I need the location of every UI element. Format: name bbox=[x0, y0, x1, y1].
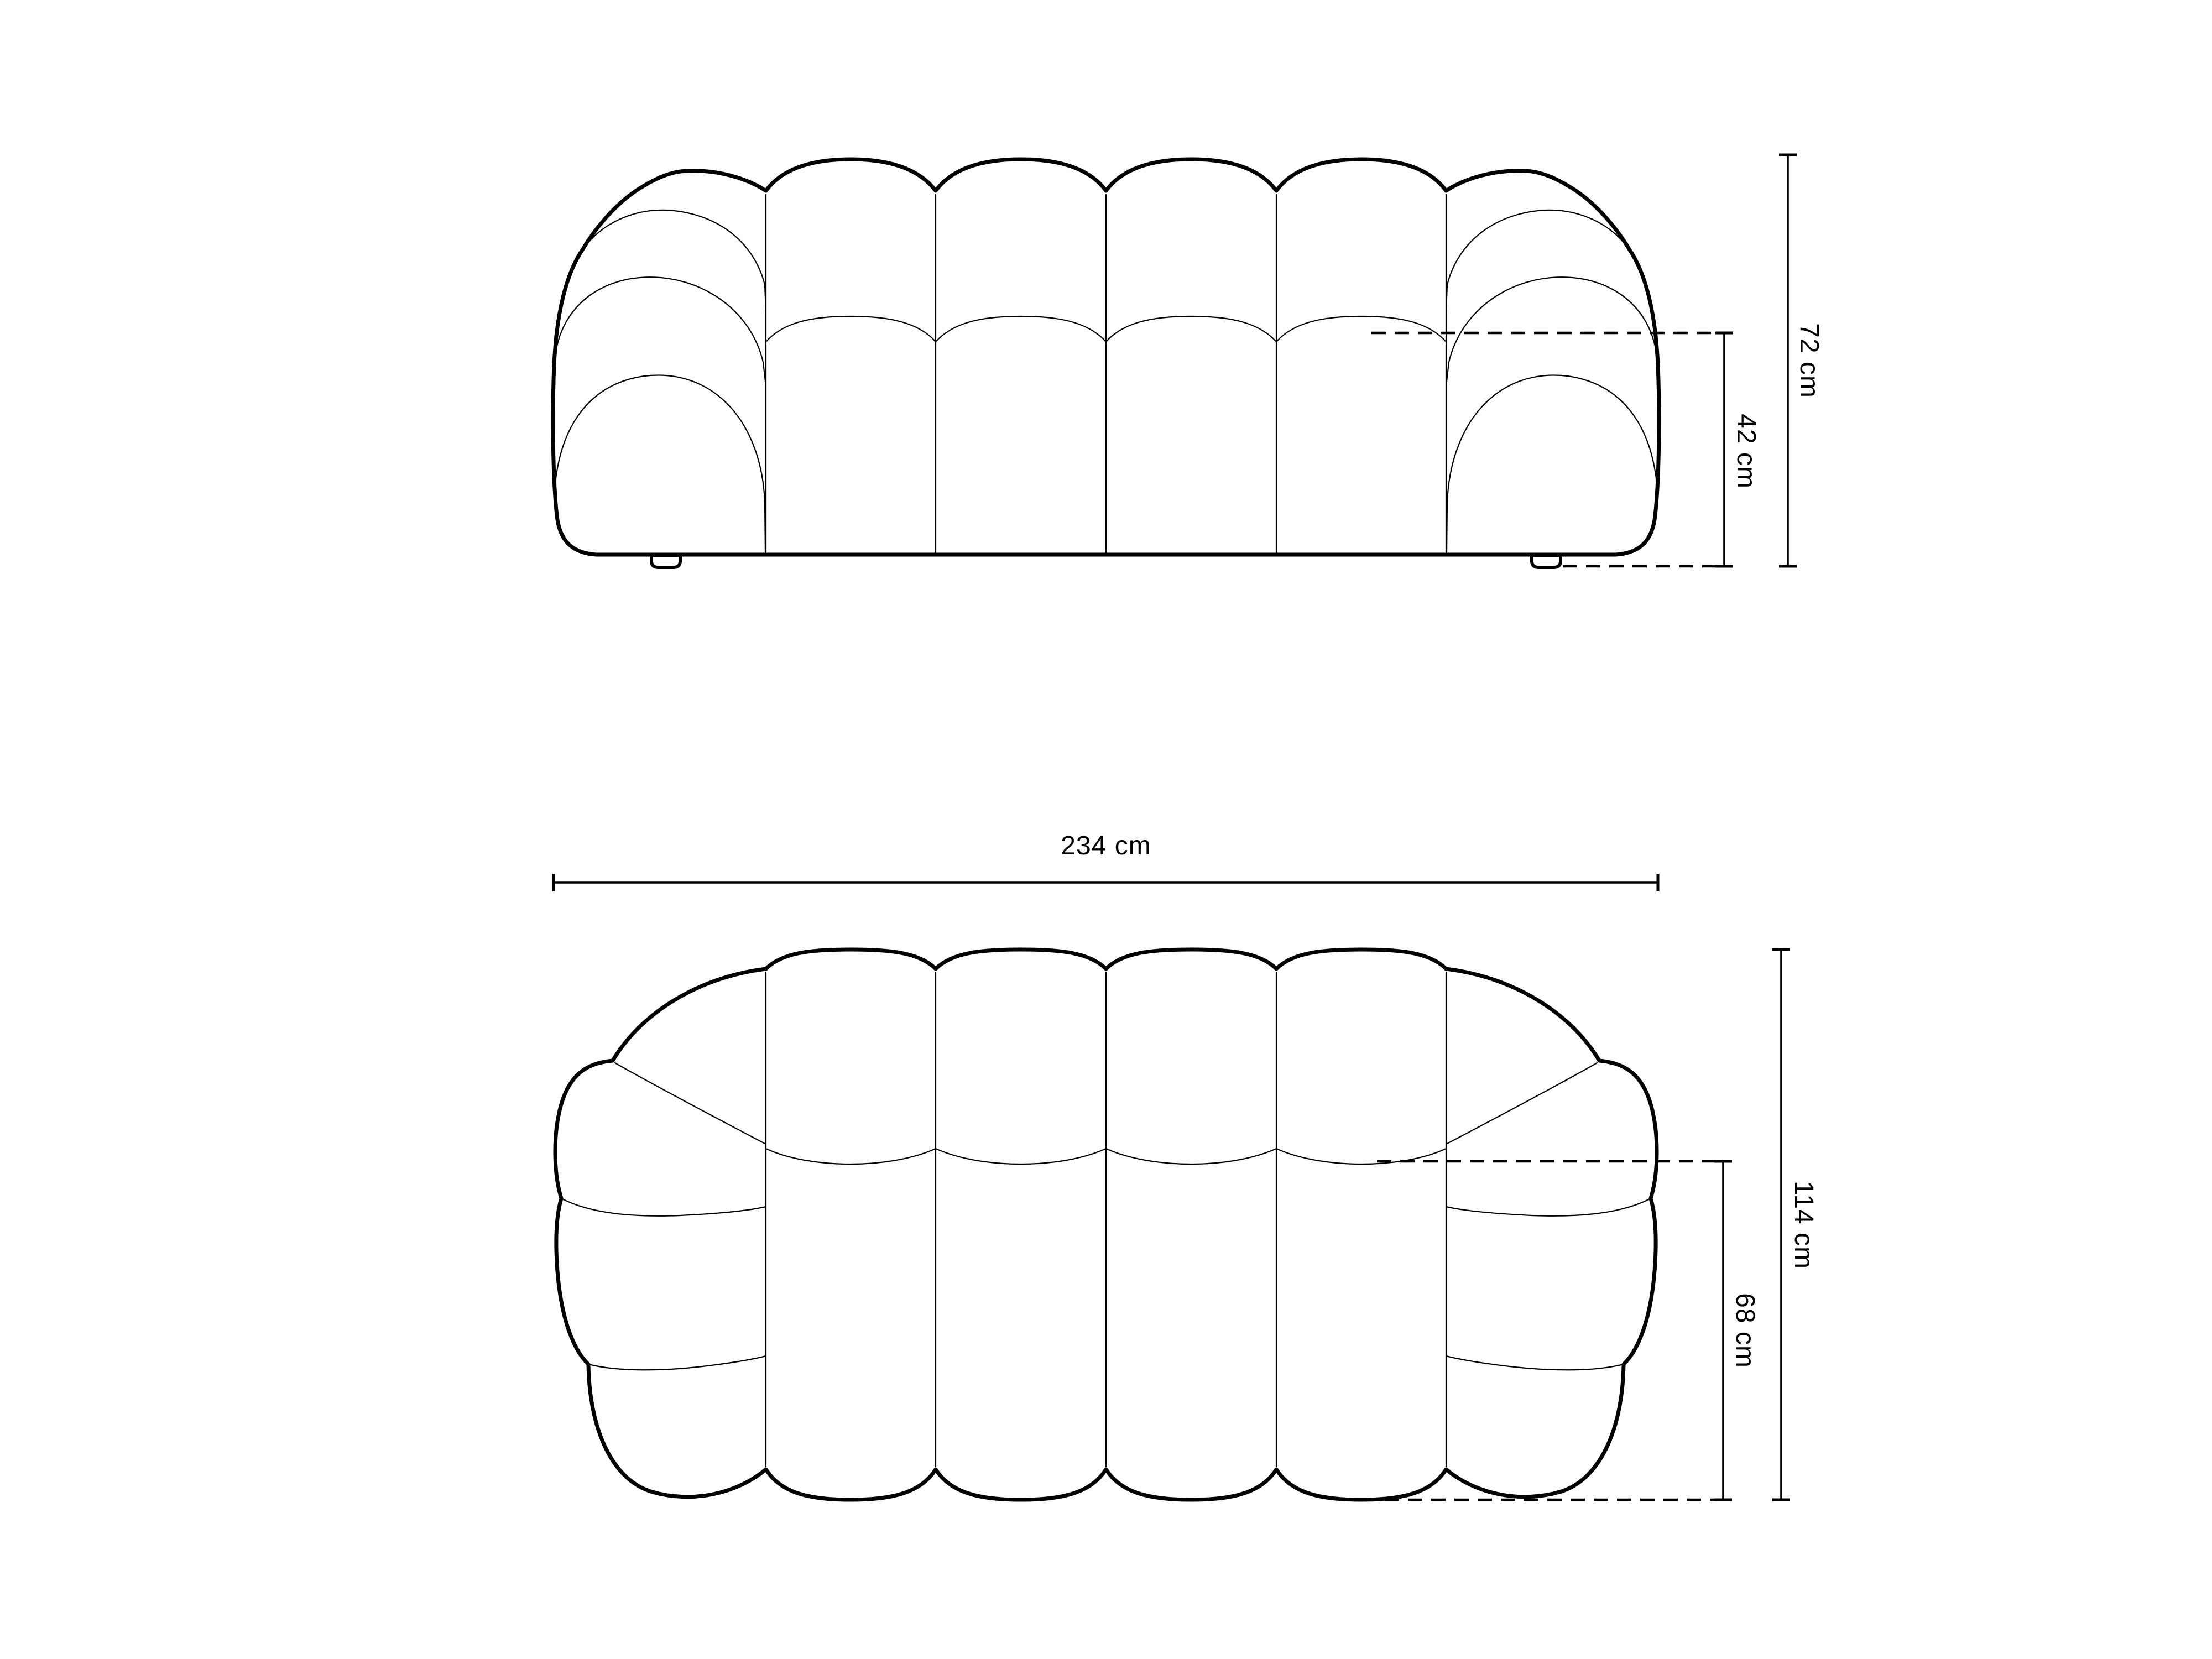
dimension-top-total-depth bbox=[1772, 950, 1818, 1500]
dimension-front-total-height bbox=[1779, 155, 1824, 566]
front-arm-contour-left-1 bbox=[582, 210, 766, 312]
dimension-label-total-height: 72 cm bbox=[1794, 323, 1824, 398]
front-right-arm-contours bbox=[1446, 210, 1658, 553]
top-back-edge-1 bbox=[766, 1149, 936, 1164]
sofa-top-view bbox=[554, 831, 1818, 1500]
dimension-label-total-width: 234 cm bbox=[1061, 831, 1151, 860]
top-back-edge-3 bbox=[1106, 1149, 1276, 1164]
top-arm-boundary-left-1 bbox=[561, 1198, 766, 1216]
top-arm-boundary-right-2 bbox=[1446, 1356, 1624, 1370]
front-arm-contour-right-1 bbox=[1446, 210, 1630, 312]
front-foot-left bbox=[651, 555, 680, 567]
top-column-seams bbox=[766, 972, 1446, 1467]
dimension-top-seat-depth bbox=[1361, 1161, 1760, 1500]
dimension-front-seat-height bbox=[1371, 333, 1761, 566]
dimension-label-seat-depth: 68 cm bbox=[1730, 1293, 1760, 1368]
top-arm-boundary-left-2 bbox=[588, 1356, 766, 1370]
dimension-label-seat-height: 42 cm bbox=[1731, 414, 1761, 489]
top-left-arm-segments bbox=[561, 1198, 766, 1370]
front-back-cushion-seams bbox=[766, 195, 1446, 553]
front-arm-contour-right-3 bbox=[1447, 375, 1658, 553]
front-foot-right bbox=[1532, 555, 1561, 567]
front-seat-cushion-4 bbox=[1276, 316, 1446, 342]
front-left-arm-contours bbox=[554, 210, 766, 553]
dimension-label-total-depth: 114 cm bbox=[1789, 1181, 1818, 1269]
top-back-edge-4 bbox=[1276, 1149, 1446, 1164]
sofa-front-view bbox=[553, 155, 1824, 567]
top-back-edge-2 bbox=[936, 1149, 1106, 1164]
front-arm-contour-left-3 bbox=[554, 375, 765, 553]
top-corner-seam-left bbox=[615, 1063, 765, 1144]
front-seat-cushion-3 bbox=[1106, 316, 1276, 342]
top-right-arm-segments bbox=[1446, 1198, 1651, 1370]
top-arm-boundary-right-1 bbox=[1446, 1198, 1651, 1216]
dimension-top-total-width bbox=[554, 831, 1658, 891]
top-corner-seam-right bbox=[1447, 1063, 1597, 1144]
front-seat-cushion-2 bbox=[936, 316, 1106, 342]
front-arm-contour-right-2 bbox=[1447, 277, 1657, 382]
front-arm-contour-left-2 bbox=[555, 277, 765, 382]
front-seat-cushion-1 bbox=[766, 316, 936, 342]
